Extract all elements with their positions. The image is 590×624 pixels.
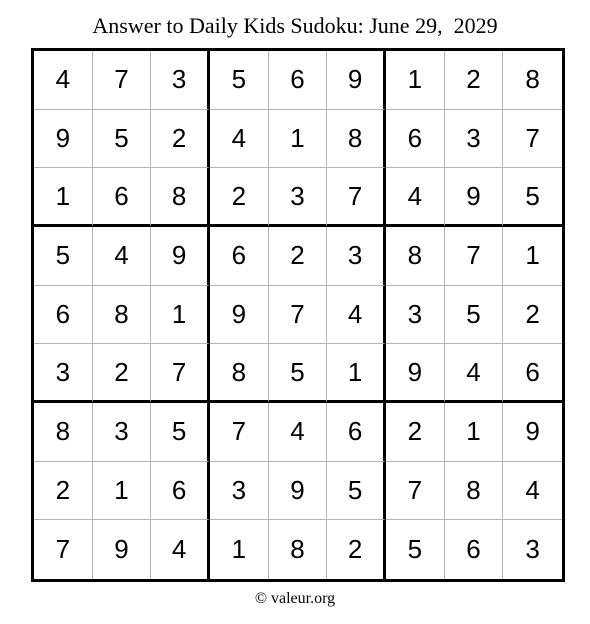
sudoku-cell: 2: [151, 110, 210, 169]
sudoku-cell: 9: [503, 403, 562, 462]
sudoku-board: [31, 48, 565, 582]
sudoku-cell: 3: [93, 403, 152, 462]
sudoku-cell: 6: [269, 51, 328, 110]
sudoku-cell: 9: [210, 286, 269, 345]
sudoku-cell: 8: [34, 403, 93, 462]
puzzle-title: Answer to Daily Kids Sudoku: June 29, 2029: [92, 13, 498, 38]
sudoku-cell: 1: [503, 227, 562, 286]
sudoku-cell: 5: [151, 403, 210, 462]
sudoku-cell: 1: [269, 110, 328, 169]
sudoku-cell: 1: [210, 520, 269, 579]
sudoku-cell: 9: [445, 168, 504, 227]
sudoku-cell: 1: [34, 168, 93, 227]
sudoku-cell: 4: [327, 286, 386, 345]
sudoku-cell: 4: [93, 227, 152, 286]
sudoku-cell: 3: [445, 110, 504, 169]
sudoku-cell: 5: [327, 462, 386, 521]
sudoku-cell: 5: [210, 51, 269, 110]
sudoku-cell: 1: [327, 344, 386, 403]
sudoku-cell: 6: [34, 286, 93, 345]
sudoku-cell: 4: [151, 520, 210, 579]
copyright-footer: © valeur.org: [254, 590, 336, 607]
sudoku-cell: 9: [269, 462, 328, 521]
sudoku-cell: 8: [93, 286, 152, 345]
sudoku-cell: 5: [503, 168, 562, 227]
sudoku-cell: 9: [93, 520, 152, 579]
sudoku-cell: 6: [445, 520, 504, 579]
sudoku-cell: 8: [151, 168, 210, 227]
sudoku-cell: 2: [445, 51, 504, 110]
sudoku-cell: 2: [93, 344, 152, 403]
sudoku-cell: 9: [327, 51, 386, 110]
sudoku-cell: 6: [151, 462, 210, 521]
sudoku-cell: 5: [269, 344, 328, 403]
sudoku-cell: 7: [503, 110, 562, 169]
sudoku-cell: 3: [269, 168, 328, 227]
sudoku-cell: 3: [525, 534, 540, 565]
sudoku-cell: 3: [34, 344, 93, 403]
sudoku-cell: 1: [386, 51, 445, 110]
sudoku-cell: 7: [269, 286, 328, 345]
sudoku-cell: 7: [34, 520, 93, 579]
sudoku-cell: 5: [93, 110, 152, 169]
sudoku-cell: 3: [151, 51, 210, 110]
sudoku-cell: 4: [445, 344, 504, 403]
sudoku-cell: 4: [386, 168, 445, 227]
sudoku-cell: 3: [327, 227, 386, 286]
sudoku-cell: 8: [269, 520, 328, 579]
sudoku-cell: 1: [151, 286, 210, 345]
sudoku-cell: 5: [34, 227, 93, 286]
sudoku-cell: 9: [151, 227, 210, 286]
sudoku-cell: 5: [445, 286, 504, 345]
sudoku-cell: 3: [386, 286, 445, 345]
sudoku-cell: 4: [34, 51, 93, 110]
sudoku-cell: 3: [210, 462, 269, 521]
sudoku-cell: 7: [151, 344, 210, 403]
sudoku-cell: 6: [327, 403, 386, 462]
sudoku-cell: 8: [445, 462, 504, 521]
sudoku-cell: 7: [386, 462, 445, 521]
sudoku-cell: 2: [503, 286, 562, 345]
sudoku-cell: 2: [210, 168, 269, 227]
sudoku-cell: 8: [386, 227, 445, 286]
sudoku-cell: 7: [210, 403, 269, 462]
sudoku-cell: 2: [386, 403, 445, 462]
sudoku-cell: 4: [503, 462, 562, 521]
sudoku-cell: 8: [503, 51, 562, 110]
sudoku-cell: 4: [269, 403, 328, 462]
sudoku-cell: 9: [34, 110, 93, 169]
sudoku-cell: 6: [93, 168, 152, 227]
sudoku-cell: 2: [327, 520, 386, 579]
sudoku-cell: 7: [93, 51, 152, 110]
sudoku-cell: 7: [327, 168, 386, 227]
sudoku-cell: 1: [445, 403, 504, 462]
sudoku-cell: 8: [210, 344, 269, 403]
sudoku-cell: 5: [386, 520, 445, 579]
sudoku-cell: 7: [445, 227, 504, 286]
sudoku-cell: 6: [503, 344, 562, 403]
sudoku-cell: 2: [269, 227, 328, 286]
sudoku-cell: 4: [210, 110, 269, 169]
sudoku-cell: 9: [386, 344, 445, 403]
sudoku-cell: 6: [386, 110, 445, 169]
sudoku-cell: 1: [93, 462, 152, 521]
sudoku-cell: 8: [327, 110, 386, 169]
sudoku-cell: 6: [210, 227, 269, 286]
sudoku-cell: 2: [34, 462, 93, 521]
